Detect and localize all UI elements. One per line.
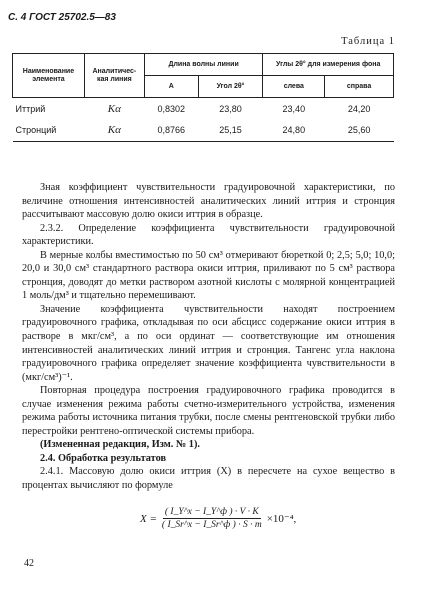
paragraph: Повторная процедура построения градуировочного графика проводится в случае изменения режима работы счетно-измерительного устройства, изменения режима работы источника питания трубки, после смены рентгеновской трубки либо перестройки рентгено-оптической системы прибора.	[22, 385, 395, 437]
cell-element: Иттрий	[15, 103, 46, 114]
section-title: 2.4. Обработка результатов	[40, 452, 167, 464]
cell-left: 24,80	[282, 125, 306, 136]
body-text	[22, 181, 395, 493]
formula-denominator: ( I_Sr^x − I_Sr^ф ) · S · m	[161, 520, 262, 530]
paragraph: 2.3.2. Определение коэффициента чувствительности градуировочной характеристики.	[22, 222, 395, 248]
page-header: С. 4 ГОСТ 25702.5—83	[8, 12, 116, 23]
col-element-header: Наименование элемента	[13, 54, 85, 98]
formula-fraction	[160, 507, 264, 530]
sub-header-angle: Угол 2θ°	[198, 76, 263, 98]
cell-a: 0,8766	[157, 125, 185, 136]
cell-line: Kα	[107, 124, 121, 137]
table-caption: Таблица 1	[341, 36, 395, 47]
cell-line: Kα	[107, 102, 121, 115]
formula-multiplier: ×10⁻⁴,	[266, 513, 297, 525]
formula-lhs: X =	[140, 512, 157, 525]
edition-note: (Измененная редакция, Изм. № 1).	[40, 439, 200, 451]
paragraph: Значение коэффициента чувствительности находят построением градуировочного графика, откладывая по оси абсцисс содержание окиси иттрия в растворе в мкг/см³, а по оси ординат — соответствующие им отношения интенсивностей аналитических линий иттрия и стронция. Тангенс угла наклона градуировочного графика определяет значение коэффициента чувствительности в (мкг/см³)⁻¹.	[22, 303, 395, 383]
col-line-header: Аналитичес-кая линия	[84, 54, 144, 98]
data-table	[12, 53, 394, 142]
cell-element: Стронций	[15, 125, 57, 136]
paragraph: В мерные колбы вместимостью по 50 см³ отмеривают бюреткой 0; 2,5; 5,0; 10,0; 20,0 и 30,0 см³ стандартного раствора окиси иттрия, приливают по 5 см³ раствора стронция, доводят до метки раствором азотной кислоты с молярной концентрацией 1 моль/дм³ и тщательно перемешивают.	[22, 249, 395, 302]
page-number: 42	[24, 558, 34, 569]
formula-numerator: ( I_Y^x − I_Y^ф ) · V · K	[164, 507, 259, 517]
col-angles-header: Углы 2θ° для измерения фона	[263, 54, 394, 76]
cell-right: 24,20	[347, 103, 371, 114]
formula	[140, 507, 296, 530]
table-row	[13, 120, 394, 142]
cell-right: 25,60	[347, 125, 371, 136]
sub-header-left: слева	[263, 76, 325, 98]
cell-angle: 25,15	[219, 125, 242, 136]
sub-header-a: А	[144, 76, 198, 98]
cell-left: 23,40	[282, 103, 306, 114]
paragraph: Зная коэффициент чувствительности градуировочной характеристики, по величине отношения интенсивностей аналитических линий иттрия и стронция рассчитывают массовую долю окиси иттрия в образце.	[22, 182, 395, 221]
table-row	[13, 98, 394, 120]
paragraph: 2.4.1. Массовую долю окиси иттрия (X) в пересчете на сухое вещество в процентах вычисляют по формуле	[22, 466, 395, 492]
cell-a: 0,8302	[157, 103, 185, 114]
col-wavelength-header: Длина волны линии	[144, 54, 263, 76]
sub-header-right: справа	[325, 76, 394, 98]
cell-angle: 23,80	[219, 103, 242, 114]
